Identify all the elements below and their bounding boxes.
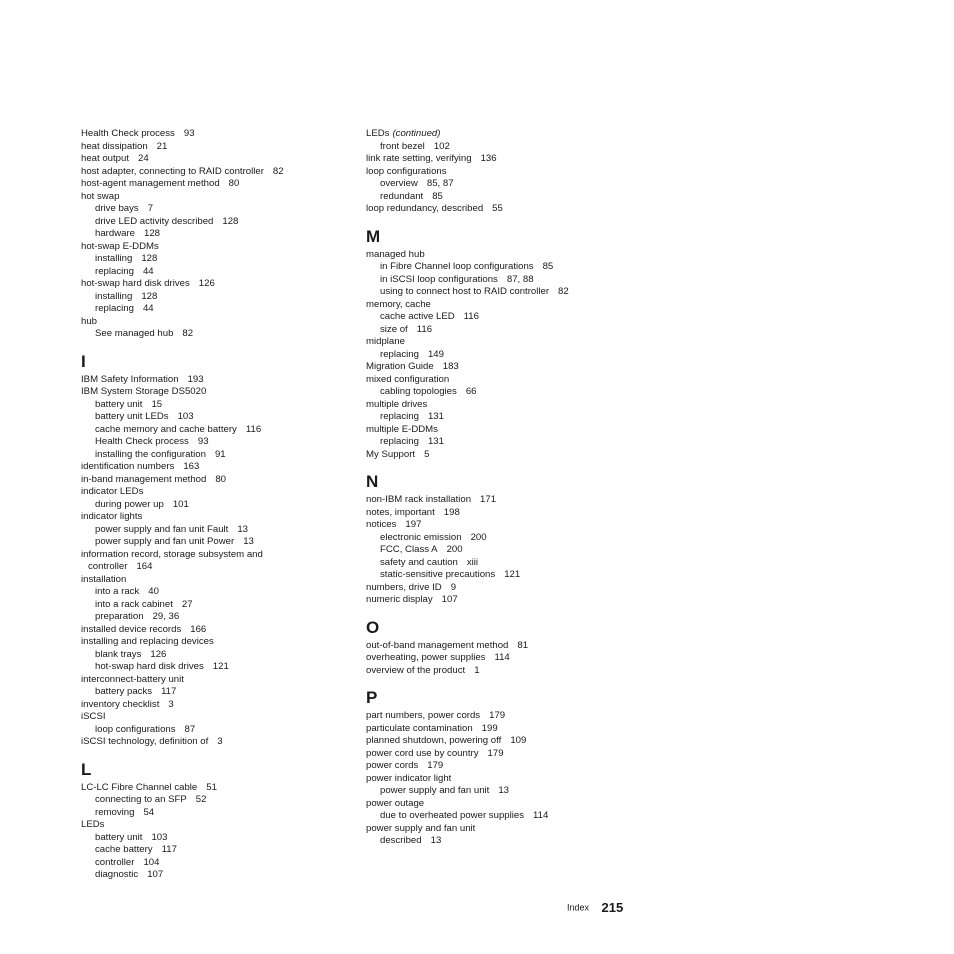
index-subentry <box>366 178 636 191</box>
index-page-ref: 29, 36 <box>152 611 180 622</box>
index-page-ref: 15 <box>151 398 163 410</box>
index-page-ref: 13 <box>430 835 442 846</box>
index-subentry <box>366 349 636 362</box>
index-page-ref: 128 <box>141 290 158 302</box>
index-entry <box>81 474 351 487</box>
index-term: particulate contamination <box>366 722 473 734</box>
index-term: electronic emission <box>380 531 462 543</box>
index-page-ref: 199 <box>481 722 498 734</box>
index-page-ref: 87, 88 <box>506 273 534 285</box>
index-page-ref: 91 <box>214 448 226 460</box>
index-page-ref: 128 <box>141 253 158 264</box>
index-subentry <box>81 399 351 412</box>
index-term: static-sensitive precautions <box>380 569 496 580</box>
index-page-ref: 107 <box>147 869 164 880</box>
index-page-ref: 116 <box>245 423 262 435</box>
index-term: IBM System Storage DS5020 <box>81 386 207 397</box>
index-term: information record, storage subsystem and <box>81 548 263 560</box>
index-page-ref: 117 <box>161 686 177 697</box>
index-page-ref: 193 <box>187 373 204 385</box>
index-subentry <box>81 328 351 341</box>
index-term: interconnect-battery unit <box>81 673 184 685</box>
page-footer <box>567 900 623 915</box>
index-page-ref: 103 <box>151 831 168 843</box>
index-subentry <box>81 649 351 662</box>
index-entry <box>366 336 636 349</box>
index-entry <box>81 624 351 637</box>
index-page-ref: 198 <box>443 506 460 518</box>
index-page-ref: 197 <box>405 519 422 530</box>
index-page-ref: 87 <box>184 723 196 735</box>
index-entry <box>366 710 636 723</box>
index-term: LEDs <box>366 128 390 139</box>
index-page-ref: 117 <box>161 844 177 855</box>
index-term: Migration Guide <box>366 361 434 372</box>
index-entry <box>81 549 351 562</box>
index-page-ref: 116 <box>416 323 433 335</box>
index-page-ref: 121 <box>212 661 229 672</box>
index-subentry <box>81 411 351 424</box>
index-subentry <box>81 807 351 820</box>
index-page-ref: 164 <box>136 561 153 572</box>
index-section-letter: M <box>366 226 381 246</box>
index-entry <box>81 386 351 399</box>
index-entry <box>81 699 351 712</box>
index-entry <box>366 361 636 374</box>
index-subentry <box>81 661 351 674</box>
index-term: See managed hub <box>95 328 174 339</box>
index-subentry <box>81 499 351 512</box>
index-page-ref: 85 <box>542 261 554 272</box>
index-subentry <box>81 611 351 624</box>
index-page-ref: 171 <box>480 494 497 505</box>
index-page-ref: 128 <box>144 228 161 239</box>
index-term: controller <box>88 561 128 572</box>
index-term: redundant <box>380 190 424 202</box>
index-page-ref: 116 <box>463 311 479 322</box>
index-term: power cords <box>366 760 419 771</box>
index-subentry <box>81 724 351 737</box>
index-entry <box>81 819 351 832</box>
index-term: identification numbers <box>81 461 175 472</box>
index-page-ref: 3 <box>217 736 223 747</box>
index-term: during power up <box>95 498 164 510</box>
index-term: installing <box>95 253 133 264</box>
index-term: cache memory and cache battery <box>95 423 237 435</box>
index-entry <box>366 748 636 761</box>
page-number: 215 <box>601 900 624 915</box>
index-page-ref: 13 <box>498 785 510 796</box>
index-entry <box>366 203 636 216</box>
index-entry <box>81 511 351 524</box>
index-page-ref: 82 <box>272 165 284 177</box>
index-term: overheating, power supplies <box>366 652 486 663</box>
index-subentry <box>81 216 351 229</box>
continued-note: (continued) <box>392 128 441 139</box>
index-term: host adapter, connecting to RAID controller <box>81 165 264 177</box>
index-entry <box>366 507 636 520</box>
index-subentry <box>81 449 351 462</box>
index-entry <box>81 736 351 749</box>
index-page-ref: 80 <box>228 178 240 189</box>
index-term: due to overheated power supplies <box>380 810 525 821</box>
index-term: hot swap <box>81 190 120 202</box>
index-term: hot-swap hard disk drives <box>81 278 190 289</box>
index-page-ref: 40 <box>148 586 159 597</box>
index-subentry <box>366 532 636 545</box>
index-entry <box>366 449 636 462</box>
index-subentry <box>366 274 636 287</box>
index-term: Health Check process <box>95 436 189 447</box>
index-page-ref: 1 <box>474 664 480 676</box>
index-term: power indicator light <box>366 772 452 784</box>
index-entry <box>81 316 351 329</box>
index-entry <box>366 760 636 773</box>
index-term: replacing <box>380 411 419 422</box>
index-page-ref: 9 <box>450 581 457 593</box>
index-term: overview of the product <box>366 664 466 676</box>
index-entry <box>366 519 636 532</box>
index-page-ref: 104 <box>143 856 160 868</box>
index-term: loop redundancy, described <box>366 203 484 214</box>
index-page-ref: 149 <box>427 348 444 360</box>
index-subentry <box>81 869 351 882</box>
index-page-ref: 114 <box>494 652 510 663</box>
index-subentry <box>81 686 351 699</box>
index-entry <box>366 424 636 437</box>
index-page-ref: 200 <box>446 544 463 555</box>
index-term: heat dissipation <box>81 140 148 152</box>
index-term: size of <box>380 323 408 335</box>
index-page-ref: 179 <box>489 710 506 721</box>
index-entry <box>366 723 636 736</box>
index-term: into a rack cabinet <box>95 598 173 610</box>
index-entry <box>81 461 351 474</box>
index-page-ref: 102 <box>433 140 450 152</box>
index-term: multiple drives <box>366 398 428 410</box>
index-subentry <box>81 436 351 449</box>
index-subentry <box>81 203 351 216</box>
index-term: battery packs <box>95 686 153 697</box>
index-term: managed hub <box>366 248 425 260</box>
index-term: numeric display <box>366 594 433 605</box>
index-page-ref: 55 <box>492 203 503 214</box>
index-term: installed device records <box>81 623 182 635</box>
index-term: overview <box>380 178 418 189</box>
index-entry <box>81 674 351 687</box>
index-term: using to connect host to RAID controller <box>380 286 550 297</box>
index-page-ref: 183 <box>442 361 459 372</box>
index-term: numbers, drive ID <box>366 581 442 593</box>
index-page-ref: 103 <box>177 411 194 422</box>
index-term: drive LED activity described <box>95 215 214 227</box>
index-term: hardware <box>95 228 135 239</box>
index-entry <box>81 711 351 724</box>
index-entry <box>366 299 636 312</box>
index-term: power cord use by country <box>366 747 479 759</box>
index-subentry <box>366 569 636 582</box>
index-entry <box>366 823 636 836</box>
index-subentry <box>81 844 351 857</box>
index-page-ref: 131 <box>427 436 444 447</box>
index-entry <box>366 735 636 748</box>
index-term: power supply and fan unit <box>366 822 476 834</box>
index-entry <box>81 636 351 649</box>
index-entry <box>81 141 351 154</box>
index-page-ref: 85 <box>432 190 443 202</box>
index-subentry <box>81 424 351 437</box>
index-page-ref: 82 <box>182 328 194 339</box>
index-entry <box>366 494 636 507</box>
index-page-ref: 93 <box>197 436 209 447</box>
index-page-ref: 128 <box>222 215 239 227</box>
index-page-ref: 3 <box>168 698 174 710</box>
index-page-ref: 24 <box>138 153 149 164</box>
index-page-ref: 27 <box>181 598 193 610</box>
index-term: iSCSI <box>81 711 106 722</box>
index-page-ref: 7 <box>147 203 154 214</box>
index-subentry <box>81 586 351 599</box>
index-entry <box>366 582 636 595</box>
index-entry <box>366 249 636 262</box>
index-entry <box>366 640 636 653</box>
index-term: in Fibre Channel loop configurations <box>380 261 534 272</box>
index-entry <box>366 798 636 811</box>
index-page-ref: 54 <box>143 806 155 818</box>
index-term: link rate setting, verifying <box>366 153 472 164</box>
index-subentry <box>81 253 351 266</box>
index-page-ref: 109 <box>510 735 527 746</box>
index-section-letter: N <box>366 472 379 491</box>
index-term: IBM Safety Information <box>81 373 179 385</box>
index-entry <box>366 399 636 412</box>
index-entry <box>81 241 351 254</box>
index-term: LC-LC Fibre Channel cable <box>81 781 198 793</box>
index-term: LEDs <box>81 819 105 830</box>
index-term: hot-swap E-DDMs <box>81 240 159 252</box>
index-page-ref: 52 <box>195 794 207 805</box>
index-subentry <box>366 141 636 154</box>
index-term: notices <box>366 519 397 530</box>
index-entry <box>81 486 351 499</box>
index-page-ref: 200 <box>470 531 487 543</box>
index-term: part numbers, power cords <box>366 710 481 721</box>
index-page-ref: 163 <box>183 461 200 472</box>
index-entry <box>366 652 636 665</box>
index-entry <box>81 278 351 291</box>
index-subentry <box>81 291 351 304</box>
index-subentry <box>366 557 636 570</box>
index-entry <box>81 191 351 204</box>
index-page-ref: 126 <box>150 648 167 660</box>
index-term: battery unit LEDs <box>95 411 169 422</box>
index-subentry <box>81 536 351 549</box>
index-term: in iSCSI loop configurations <box>380 273 498 285</box>
index-page-ref: 131 <box>427 411 444 422</box>
index-term: installing and replacing devices <box>81 636 214 647</box>
index-term: described <box>380 835 422 846</box>
index-entry <box>366 128 636 141</box>
index-term: battery unit <box>95 398 143 410</box>
index-term: power supply and fan unit Fault <box>95 523 229 535</box>
index-term: hot-swap hard disk drives <box>95 661 204 672</box>
index-subentry <box>81 599 351 612</box>
index-term: drive bays <box>95 203 139 214</box>
index-term: in-band management method <box>81 473 207 485</box>
index-section-letter: I <box>81 351 86 371</box>
index-page-ref: 51 <box>206 781 217 793</box>
index-term: indicator lights <box>81 511 143 522</box>
index-term: planned shutdown, powering off <box>366 735 502 746</box>
index-page-ref: 126 <box>198 278 215 289</box>
index-page-ref: 107 <box>441 594 458 605</box>
index-page-ref: 85, 87 <box>426 178 454 189</box>
index-page-ref: xiii <box>466 556 479 568</box>
index-subentry <box>81 228 351 241</box>
index-term: heat output <box>81 153 130 164</box>
index-entry <box>366 665 636 678</box>
index-subentry <box>81 832 351 845</box>
index-subentry <box>366 286 636 299</box>
index-section-letter: O <box>366 617 380 637</box>
index-term: indicator LEDs <box>81 486 144 497</box>
index-term: loop configurations <box>95 723 176 735</box>
index-subentry <box>366 785 636 798</box>
index-entry <box>366 153 636 166</box>
index-section-letter: P <box>366 688 378 707</box>
index-term: iSCSI technology, definition of <box>81 736 209 747</box>
index-subentry <box>366 386 636 399</box>
index-entry <box>81 128 351 141</box>
index-subentry <box>366 810 636 823</box>
index-subentry <box>81 857 351 870</box>
index-term: out-of-band management method <box>366 639 509 651</box>
index-entry <box>81 374 351 387</box>
index-page-ref: 13 <box>237 523 249 535</box>
index-term: replacing <box>95 265 134 277</box>
index-term: installing <box>95 290 133 302</box>
index-term: front bezel <box>380 140 425 152</box>
index-page-ref: 101 <box>172 498 189 510</box>
footer-label: Index <box>567 902 590 913</box>
index-term: connecting to an SFP <box>95 794 187 805</box>
index-page-ref: 179 <box>487 747 504 759</box>
index-term: power supply and fan unit <box>380 785 490 796</box>
index-subentry <box>81 303 351 316</box>
index-subentry <box>366 436 636 449</box>
index-term: inventory checklist <box>81 698 160 710</box>
index-subentry <box>366 261 636 274</box>
index-term: replacing <box>380 436 419 447</box>
index-term: mixed configuration <box>366 373 450 385</box>
index-subentry <box>366 835 636 848</box>
index-page-ref: 80 <box>215 473 227 485</box>
index-term: My Support <box>366 448 416 460</box>
index-page-ref: 44 <box>142 265 154 277</box>
index-page-ref: 179 <box>427 760 444 771</box>
index-term: power outage <box>366 797 425 809</box>
index-term: cache active LED <box>380 311 455 322</box>
index-page-ref: 121 <box>504 569 521 580</box>
index-entry <box>81 178 351 191</box>
index-term: blank trays <box>95 648 142 660</box>
index-section-letter: L <box>81 759 92 779</box>
index-term: memory, cache <box>366 298 431 310</box>
index-subentry <box>366 544 636 557</box>
index-page-ref: 93 <box>183 128 195 139</box>
index-term: cabling topologies <box>380 386 457 397</box>
index-term: removing <box>95 806 135 818</box>
index-term: preparation <box>95 611 144 622</box>
index-entry <box>366 166 636 179</box>
index-entry <box>366 773 636 786</box>
index-column-left <box>81 128 351 882</box>
index-term: Health Check process <box>81 128 175 139</box>
index-subentry <box>366 191 636 204</box>
index-term: midplane <box>366 336 405 347</box>
index-entry <box>81 574 351 587</box>
index-term: notes, important <box>366 506 435 518</box>
index-page-ref: 114 <box>533 810 549 821</box>
index-term: loop configurations <box>366 165 447 177</box>
index-term: controller <box>95 856 135 868</box>
index-subentry <box>366 311 636 324</box>
index-page-ref: 136 <box>480 153 497 164</box>
index-entry <box>81 166 351 179</box>
index-subentry <box>81 266 351 279</box>
index-subentry <box>366 324 636 337</box>
index-page-ref: 44 <box>142 303 154 314</box>
index-term: cache battery <box>95 844 153 855</box>
index-term: safety and caution <box>380 556 458 568</box>
index-term: diagnostic <box>95 869 139 880</box>
index-entry <box>366 594 636 607</box>
index-entry <box>81 782 351 795</box>
index-term: installing the configuration <box>95 448 206 460</box>
index-term: power supply and fan unit Power <box>95 536 235 547</box>
index-term: non-IBM rack installation <box>366 494 472 505</box>
index-subentry <box>366 411 636 424</box>
index-term: replacing <box>95 303 134 314</box>
index-term: host-agent management method <box>81 178 220 189</box>
index-page-ref: 82 <box>558 286 569 297</box>
index-page-ref: 166 <box>190 623 207 635</box>
index-term: FCC, Class A <box>380 544 438 555</box>
index-entry <box>81 561 351 574</box>
index-term: replacing <box>380 348 419 360</box>
index-column-right <box>366 128 636 848</box>
index-page-ref: 5 <box>424 448 430 460</box>
index-term: multiple E-DDMs <box>366 423 438 435</box>
index-subentry <box>81 524 351 537</box>
index-entry <box>81 153 351 166</box>
index-term: hub <box>81 315 98 327</box>
index-entry <box>366 374 636 387</box>
index-term: into a rack <box>95 586 140 597</box>
index-subentry <box>81 794 351 807</box>
index-term: battery unit <box>95 831 143 843</box>
index-page-ref: 13 <box>243 536 254 547</box>
index-page-ref: 66 <box>465 386 477 397</box>
index-page-ref: 21 <box>156 140 168 152</box>
index-page-ref: 81 <box>517 639 529 651</box>
index-term: installation <box>81 573 127 585</box>
